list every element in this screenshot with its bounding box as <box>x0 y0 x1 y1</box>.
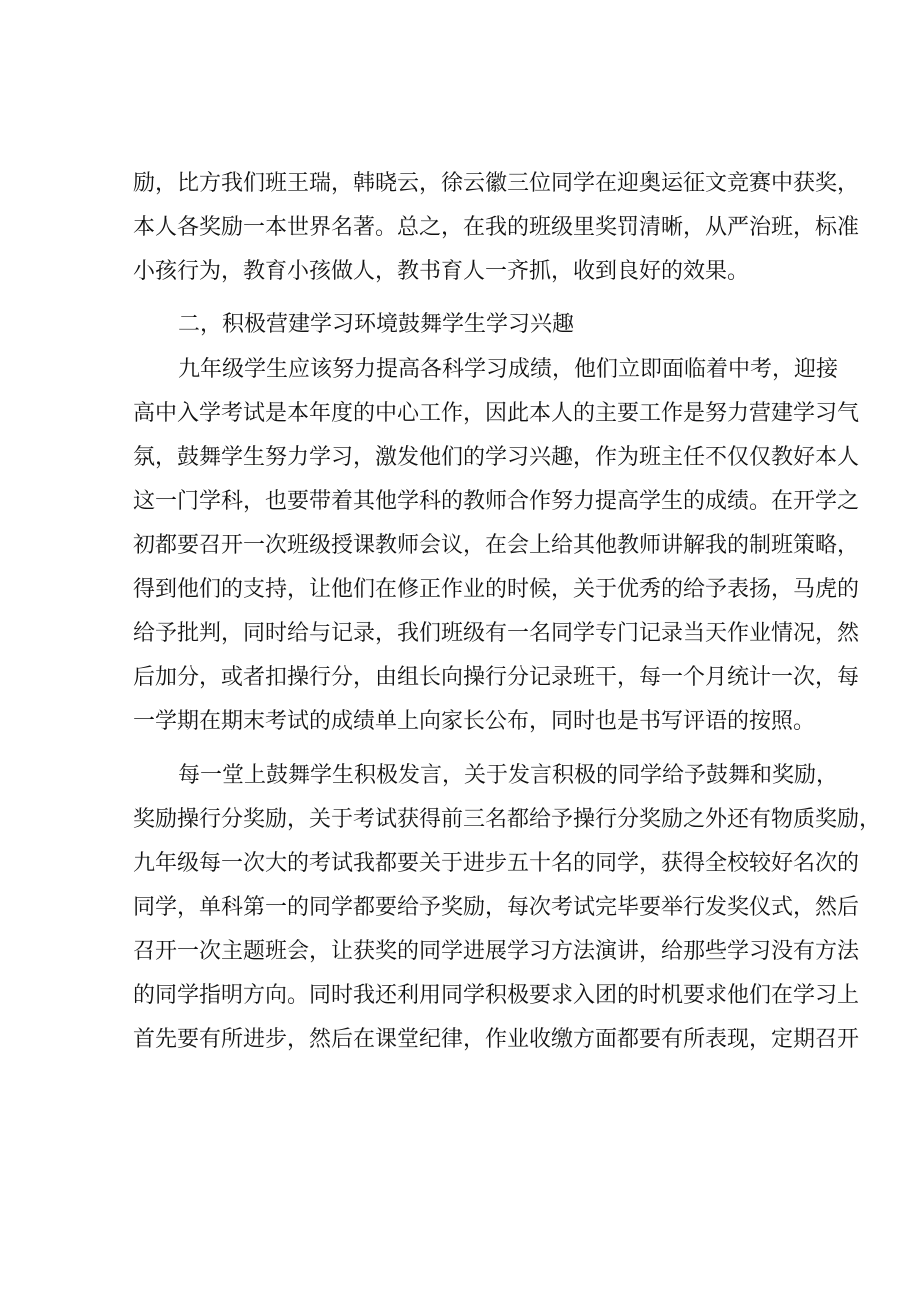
text-line: 这一门学科，也要带着其他学科的教师合作努力提高学生的成绩。在开学之 <box>133 489 860 514</box>
text-line: 九年级学生应该努力提高各科学习成绩，他们立即面临着中考，迎接 <box>178 357 839 382</box>
text-line: 召开一次主题班会，让获奖的同学进展学习方法演讲，给那些学习没有方法 <box>133 939 860 964</box>
text-line: 初都要召开一次班级授课教师会议，在会上给其他教师讲解我的制班策略， <box>133 533 860 558</box>
text-line: 后加分，或者扣操行分，由组长向操行分记录班干，每一个月统计一次，每 <box>133 665 860 690</box>
text-line: 每一堂上鼓舞学生积极发言，关于发言积极的同学给予鼓舞和奖励， <box>178 763 839 788</box>
text-line: 奖励操行分奖励，关于考试获得前三名都给予操行分奖励之外还有物质奖励， <box>133 807 882 832</box>
text-line: 本人各奖励一本世界名著。总之，在我的班级里奖罚清晰，从严治班，标准 <box>133 215 860 240</box>
text-line: 高中入学考试是本年度的中心工作，因此本人的主要工作是努力营建学习气 <box>133 401 860 426</box>
text-line: 给予批判，同时给与记录，我们班级有一名同学专门记录当天作业情况，然 <box>133 621 860 646</box>
text-line: 得到他们的支持，让他们在修正作业的时候，关于优秀的给予表扬，马虎的 <box>133 577 860 602</box>
section-heading: 二，积极营建学习环境鼓舞学生学习兴趣 <box>178 312 575 337</box>
text-line: 励，比方我们班王瑞，韩晓云，徐云徽三位同学在迎奥运征文竞赛中获奖， <box>133 171 860 196</box>
text-line: 的同学指明方向。同时我还利用同学积极要求入团的时机要求他们在学习上 <box>133 983 860 1008</box>
text-line: 九年级每一次大的考试我都要关于进步五十名的同学，获得全校较好名次的 <box>133 851 860 876</box>
text-line: 小孩行为，教育小孩做人，教书育人一齐抓，收到良好的效果。 <box>133 259 750 284</box>
text-line: 同学，单科第一的同学都要给予奖励，每次考试完毕要举行发奖仪式，然后 <box>133 895 860 920</box>
text-line: 氛，鼓舞学生努力学习，激发他们的学习兴趣，作为班主任不仅仅教好本人 <box>133 445 860 470</box>
text-line: 一学期在期末考试的成绩单上向家长公布，同时也是书写评语的按照。 <box>133 709 816 734</box>
text-line: 首先要有所进步，然后在课堂纪律，作业收缴方面都要有所表现，定期召开 <box>133 1027 860 1052</box>
